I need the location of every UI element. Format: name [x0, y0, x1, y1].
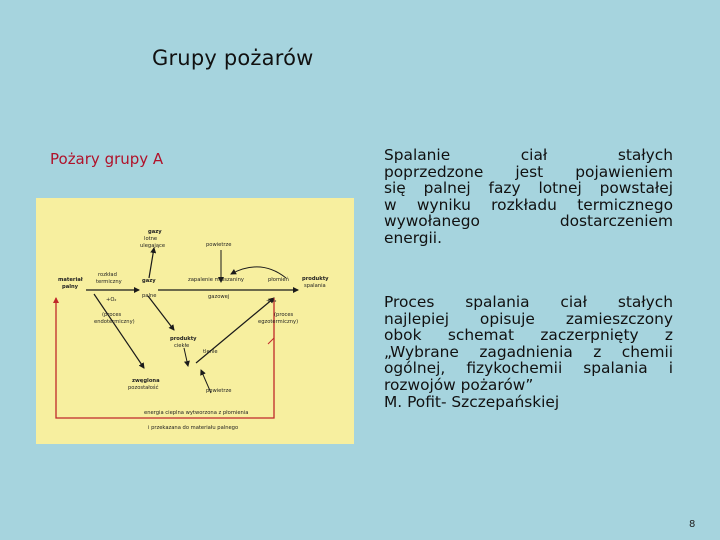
slide-title: Grupy pożarów	[152, 46, 314, 70]
label-produkty-ciekle-1: produkty	[170, 336, 197, 342]
paragraph-2-line: obok schemat zaczerpnięty z	[384, 326, 673, 345]
arrow-to-char-residue	[94, 294, 144, 368]
label-tlenie: tlenie	[203, 349, 218, 355]
paragraph-1-line: poprzedzone jest pojawieniem	[384, 162, 673, 181]
arrow-heat-feedback	[56, 298, 274, 418]
label-ulegajace: ulegające	[140, 243, 166, 249]
label-lotne: lotne	[144, 236, 158, 242]
paragraph-scheme-source	[384, 294, 673, 410]
label-termiczny: termiczny	[96, 279, 122, 285]
paragraph-2-line: „Wybrane zagadnienia z chemii	[384, 342, 673, 361]
label-palny: palny	[62, 284, 79, 290]
label-rozklad: rozkład	[98, 272, 117, 278]
label-produkty-spalania-1: produkty	[302, 276, 329, 282]
label-proces-endo-2: endotermiczny)	[94, 319, 135, 325]
page-number: 8	[689, 519, 696, 530]
label-zweglona-1: zwęglona	[132, 378, 160, 384]
label-proces-egzo-2: egzotermiczny)	[258, 319, 299, 325]
paragraph-1-line: energii.	[384, 228, 442, 247]
label-energia-2: i przekazana do materiału palnego	[148, 425, 239, 431]
arrow-red-tick	[268, 338, 274, 344]
paragraph-2-line: ogólnej, fizykochemii spalania i	[384, 359, 673, 378]
label-gazy-palne-1: gazy	[142, 278, 156, 284]
paragraph-2-line: najlepiej opisuje zamieszczony	[384, 309, 673, 328]
combustion-scheme-diagram	[36, 198, 354, 444]
arrow-to-liquid-products	[148, 296, 174, 330]
arrow-liquid-to-smoldering	[184, 348, 188, 366]
combustion-scheme-figure	[36, 198, 354, 444]
label-gazy-palne-2: palne	[142, 293, 157, 299]
label-powietrze-bottom: powietrze	[206, 388, 232, 394]
label-gazy: gazy	[148, 229, 162, 235]
label-o2-right: +O₂	[266, 298, 277, 304]
label-gazowe: gazowej	[208, 294, 230, 300]
label-o2-left: +O₂	[106, 297, 117, 303]
section-label: Pożary grupy A	[50, 150, 164, 168]
label-zweglona-2: pozostałość	[128, 385, 159, 391]
label-plomien: płomień	[268, 277, 289, 283]
paragraph-1-line: w wyniku rozkładu termicznego	[384, 195, 673, 214]
label-zapalenie: zapalenie mieszaniny	[188, 277, 244, 283]
paragraph-1-line: wywołanego dostarczeniem	[384, 212, 673, 231]
paragraph-1-line: Spalanie ciał stałych	[384, 146, 673, 164]
label-produkty-ciekle-2: ciekłe	[174, 343, 190, 349]
paragraph-combustion-description	[384, 147, 673, 247]
paragraph-2-line: M. Pofit- Szczepańskiej	[384, 392, 560, 411]
label-proces-endo-1: (proces	[102, 312, 122, 318]
paragraph-2-line: rozwojów pożarów”	[384, 375, 534, 394]
label-proces-egzo-1: (proces	[274, 312, 294, 318]
label-material: materiał	[58, 277, 83, 283]
label-energia-1: energia cieplna wytworzona z płomienia	[144, 410, 249, 416]
paragraph-2-line: Proces spalania ciał stałych	[384, 293, 673, 311]
label-produkty-spalania-2: spalania	[304, 283, 326, 289]
label-powietrze-top: powietrze	[206, 242, 232, 248]
arrow-to-volatile-gases	[149, 248, 154, 278]
paragraph-1-line: się palnej fazy lotnej powstałej	[384, 179, 673, 198]
